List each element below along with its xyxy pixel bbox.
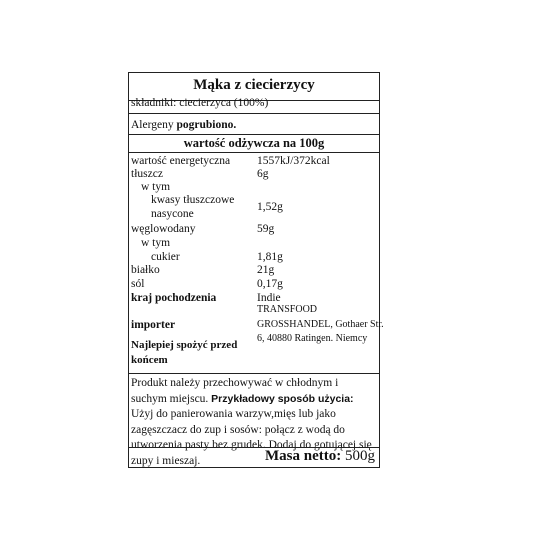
importer-line-3: 6, 40880 Ratingen. Niemcy	[257, 333, 368, 344]
allergens-prefix: Alergeny	[131, 119, 177, 131]
nutrition-value-sugar: 1,81g	[257, 251, 283, 263]
allergens-bold: pogrubiono.	[176, 119, 237, 131]
nutrition-label-of-which: w tym	[141, 237, 171, 249]
best-before-line-1: Najlepiej spożyć przed	[131, 339, 238, 351]
nutrition-label-protein: białko	[131, 264, 160, 276]
nutrition-header: wartość odżywcza na 100g	[183, 136, 325, 150]
importer-line-2: GROSSHANDEL, Gothaer Str.	[257, 319, 384, 330]
nutrition-label-sugar: cukier	[151, 251, 180, 263]
importer-label: importer	[131, 319, 176, 331]
product-title: Mąka z ciecierzycy	[193, 77, 315, 93]
nutrition-value-saturated: 1,52g	[257, 201, 283, 213]
nutrition-value-energy: 1557kJ/372kcal	[257, 155, 330, 167]
nutrition-value-protein: 21g	[257, 264, 275, 276]
storage-text: Produkt należy przechowywać w chłodnym i suchym miejscu.	[131, 377, 339, 405]
usage-text: Użyj do panierowania warzyw,mięs lub jako zagęszczacz do zup i sosów: połącz z wodą do utworzenia pasty bez grudek. Dodaj do gotującej się zupy i mieszaj.	[131, 408, 372, 467]
nutrition-label-saturated: kwasy tłuszczowe	[151, 194, 235, 206]
net-mass	[265, 450, 375, 463]
product-label	[128, 72, 384, 468]
net-mass-value: 500g	[345, 448, 375, 464]
nutrition-label-saturated-2: nasycone	[151, 208, 194, 220]
allergens-text	[131, 119, 236, 132]
nutrition-value-salt: 0,17g	[257, 278, 283, 290]
divider	[129, 152, 379, 153]
net-mass-label: Masa netto:	[265, 448, 342, 464]
origin-value: Indie	[257, 292, 281, 304]
best-before-line-2: końcem	[131, 354, 168, 366]
divider	[129, 134, 379, 135]
usage-heading: Przykładowy sposób użycia:	[211, 392, 354, 405]
importer-line-1: TRANSFOOD	[257, 304, 318, 315]
nutrition-label-fat: tłuszcz	[131, 168, 163, 180]
nutrition-value-carbs: 59g	[257, 223, 275, 235]
origin-label: kraj pochodzenia	[131, 292, 217, 304]
nutrition-label-energy: wartość energetyczna	[131, 155, 231, 167]
nutrition-value-fat: 6g	[257, 168, 269, 180]
nutrition-label-carbs: węglowodany	[131, 223, 196, 235]
nutrition-label-of-which: w tym	[141, 181, 171, 193]
divider	[129, 113, 379, 114]
divider	[129, 373, 379, 374]
nutrition-label-salt: sól	[131, 278, 145, 290]
ingredients-text: składniki: ciecierzyca (100%)	[131, 97, 269, 109]
